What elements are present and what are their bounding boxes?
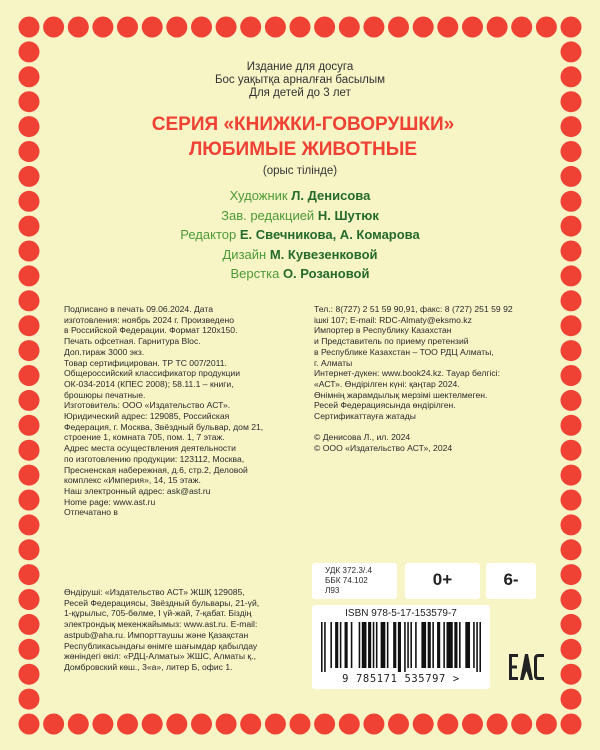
border-dot (19, 664, 40, 685)
classification-box (312, 563, 397, 599)
border-dot (19, 17, 40, 38)
eac-conformity-icon (508, 651, 546, 683)
border-dot (19, 465, 40, 486)
barcode-bar (432, 622, 434, 668)
border-dot (117, 714, 138, 735)
importer-info-line: «АСТ». Өндірілген күні: қаңтар 2024. (314, 378, 460, 389)
publication-info-line: Home page: www.ast.ru (64, 496, 156, 507)
barcode-bar (340, 622, 342, 668)
border-dot (290, 714, 311, 735)
border-dot (339, 17, 360, 38)
border-dot (216, 714, 237, 735)
publication-info-ru (64, 304, 263, 518)
border-dot (216, 17, 237, 38)
border-dot (19, 340, 40, 361)
barcode-bar (415, 622, 417, 668)
credit-editor (0, 225, 600, 245)
border-dot (19, 514, 40, 535)
publication-info-line: Подписано в печать 09.06.2024. Дата (64, 304, 214, 314)
border-dot (19, 390, 40, 411)
barcode-bar (381, 622, 386, 668)
barcode-bar (407, 622, 409, 668)
publication-info-line: Доп.тираж 3000 экз. (64, 346, 145, 357)
credit-role: Редактор (180, 227, 237, 242)
border-dot (19, 141, 40, 162)
border-dot (19, 41, 40, 62)
credit-illustrator (0, 186, 600, 206)
publication-info-line: строение 1, комната 705, пом. 1, 7 этаж. (64, 432, 225, 443)
border-dot (561, 415, 582, 436)
border-dot (561, 290, 582, 311)
importer-info-line: в Республике Казахстан – ТОО РДЦ Алматы, (314, 346, 494, 357)
border-dot (511, 714, 532, 735)
manufacturer-info-kz (64, 587, 259, 673)
spacer (314, 422, 513, 433)
border-dot (388, 17, 409, 38)
age-mark-6minus: 6- (503, 570, 519, 589)
border-dot (191, 714, 212, 735)
barcode-bar (465, 622, 470, 668)
border-dot (561, 539, 582, 560)
importer-info-line: Тел.: 8(727) 2 51 59 90,91, факс: 8 (727) 251 59 92 (314, 304, 513, 314)
border-dot (561, 664, 582, 685)
border-dot (142, 17, 163, 38)
border-dot (462, 17, 483, 38)
importer-info-line: Ресей Федерациясында өндірілген. (314, 400, 456, 411)
border-dot (92, 17, 113, 38)
barcode-bar (443, 622, 445, 668)
barcode-bar (373, 622, 375, 668)
credit-name: Н. Шутюк (317, 207, 379, 223)
barcode-bar (476, 622, 478, 672)
border-dot (43, 714, 64, 735)
barcode-bar (437, 622, 440, 668)
barcode-bar (459, 622, 461, 668)
border-dot (19, 539, 40, 560)
udk-code: УДК 372.3/.4 (325, 566, 373, 575)
border-dot (561, 614, 582, 635)
border-dot (166, 714, 187, 735)
border-dot (487, 714, 508, 735)
publication-info-line: ОК-034-2014 (КПЕС 2008); 58.11.1 – книги, (64, 378, 234, 389)
border-dot (561, 17, 582, 38)
border-dot (413, 714, 434, 735)
barcode-bar (404, 622, 406, 672)
publication-info-line: по изготовлению продукции: 123112, Москва, (64, 453, 245, 464)
publication-info-line: Печать офсетная. Гарнитура Bloc. (64, 336, 201, 347)
manufacturer-info-line: Республикасындағы өнімге шағымдар қабылдау (64, 640, 258, 651)
publication-info-line: Товар сертифицирован. ТР ТС 007/2011. (64, 357, 227, 368)
intro-line-kazakh: Бос уақытқа арналған басылым (214, 74, 386, 86)
border-dot (561, 714, 582, 735)
border-dot (240, 714, 261, 735)
barcode-bar (321, 622, 323, 672)
credit-role: Дизайн (222, 246, 267, 262)
barcode-bar (421, 622, 426, 668)
credit-role: Зав. редакцией (221, 207, 315, 223)
border-dot (437, 714, 458, 735)
publication-info-line: Наш электронный адрес: ask@ast.ru (64, 485, 211, 496)
border-dot (19, 589, 40, 610)
credit-role: Верстка (230, 266, 280, 281)
border-dot (314, 714, 335, 735)
intro-block (0, 61, 600, 100)
credits-block (0, 186, 600, 284)
credit-design (0, 245, 600, 265)
border-dot (19, 440, 40, 461)
copyright-line: © Денисова Л., ил. 2024 (314, 432, 411, 443)
bbk-code: ББК 74.102 (325, 576, 368, 585)
barcode-bar (473, 622, 475, 668)
border-dot (536, 714, 557, 735)
border-dot (265, 714, 286, 735)
importer-info-line: г. Алматы (314, 357, 353, 368)
border-dot (413, 17, 434, 38)
publication-info-line: Изготовитель: ООО «Издательство АСТ». (64, 400, 231, 411)
barcode-icon (314, 622, 488, 672)
border-dot (363, 714, 384, 735)
barcode-bar (345, 622, 348, 668)
credit-name: М. Кувезенковой (269, 246, 378, 262)
barcode-bar (359, 622, 361, 668)
barcode-bar (428, 622, 431, 668)
border-dot (19, 689, 40, 710)
importer-info-line: ішкі 107; E-mail: RDC-Almaty@eksmo.kz (314, 314, 472, 325)
border-dot (19, 315, 40, 336)
importer-info-line: Сертификаттауға жатады (314, 411, 416, 422)
barcode-bar (376, 622, 378, 668)
publication-info-line: изготовления: ноябрь 2024 г. Произведено (64, 314, 234, 325)
publication-info-line: Пресненская набережная, д.6, стр.2, Деловой (64, 464, 248, 475)
importer-info-line: Интернет-дүкен: www.book24.kz. Тауар белгісі: (314, 368, 500, 379)
border-dot (19, 639, 40, 660)
importer-info-line: и Представитель по приему претензий (314, 336, 469, 347)
publication-info-line: брошюры печатные. (64, 389, 146, 400)
border-dot (19, 490, 40, 511)
border-dot (561, 340, 582, 361)
border-dot (561, 589, 582, 610)
border-dot (561, 514, 582, 535)
publication-info-line: Общероссийский классификатор продукции (64, 368, 241, 379)
barcode-bar (410, 622, 412, 668)
language-note: (орыс тілінде) (262, 165, 338, 177)
manufacturer-info-line: жөніндегі өкіл: «РДЦ-Алматы» ЖШС, Алматы қ., (64, 651, 256, 662)
series-title: СЕРИЯ «КНИЖКИ-ГОВОРУШКИ» (151, 114, 455, 135)
border-dot (487, 17, 508, 38)
barcode-bar (324, 622, 326, 672)
age-mark-0plus: 0+ (432, 570, 453, 589)
border-dot (561, 141, 582, 162)
border-dot (561, 465, 582, 486)
border-dot (19, 290, 40, 311)
credit-role: Художник (229, 188, 288, 203)
border-dot (561, 41, 582, 62)
credit-head-editor (0, 206, 600, 226)
barcode-bar (351, 622, 353, 668)
barcode-bar (335, 622, 338, 668)
border-dot (117, 17, 138, 38)
border-dot (561, 564, 582, 585)
manufacturer-info-line: 1-құрылыс, 705-бөлме, I үй-жай, 7-қабат. Біздің (64, 608, 252, 619)
border-dot (561, 689, 582, 710)
border-dot (561, 116, 582, 137)
border-dot (142, 714, 163, 735)
publication-info-line: Отпечатано в (64, 507, 118, 518)
border-dot (511, 17, 532, 38)
border-dot (290, 17, 311, 38)
border-dot (191, 17, 212, 38)
border-dot (388, 714, 409, 735)
manufacturer-info-line: электрондық мекенжайымыз: www.ast.ru. E-mail: (64, 619, 258, 630)
border-dot (43, 17, 64, 38)
border-dot (19, 614, 40, 635)
credit-name: О. Розановой (282, 266, 370, 281)
publication-info-line: комплекс «Империя», 14, 15 этаж. (64, 475, 201, 486)
border-dot (92, 714, 113, 735)
border-dot (339, 714, 360, 735)
border-dot (561, 440, 582, 461)
importer-info-line: Импортер в Республику Казахстан (314, 325, 452, 336)
publication-info-line: в Российской Федерации. Формат 120х150. (64, 325, 238, 336)
border-dot (19, 415, 40, 436)
border-dot (68, 714, 89, 735)
intro-line-leisure: Издание для досуга (246, 61, 354, 73)
manufacturer-info-line: astpub@aha.ru. Импорттаушы және Қазақстан (64, 629, 249, 640)
manufacturer-info-line: Өндіруші: «Издательство АСТ» ЖШҚ 129085, (64, 587, 245, 597)
age-mark-box (405, 563, 480, 599)
credit-name: Л. Денисова (291, 188, 371, 203)
book-title: ЛЮБИМЫЕ ЖИВОТНЫЕ (188, 139, 418, 160)
credit-name: Е. Свечникова, А. Комарова (239, 227, 420, 242)
author-mark: Л93 (325, 586, 340, 595)
border-dot (437, 17, 458, 38)
border-dot (265, 17, 286, 38)
border-dot (561, 490, 582, 511)
importer-info (314, 304, 513, 454)
barcode-bar (479, 622, 481, 672)
border-dot (561, 390, 582, 411)
border-dot (19, 714, 40, 735)
border-dot (462, 714, 483, 735)
border-dot (561, 365, 582, 386)
border-dot (19, 564, 40, 585)
border-dot (19, 365, 40, 386)
border-dot (561, 315, 582, 336)
barcode-bar (454, 622, 457, 668)
barcode-bar (387, 622, 389, 668)
manufacturer-info-line: Домбровский көш., 3«а», литер Б, офис 1. (64, 661, 233, 672)
copyright-line: © ООО «Издательство АСТ», 2024 (314, 443, 453, 454)
border-dot (536, 17, 557, 38)
isbn-number: ISBN 978-5-17-153579-7 (345, 608, 457, 619)
publication-info-line: Федерация, г. Москва, Звёздный бульвар, дом 21, (64, 421, 264, 432)
importer-info-line: Өнімнің жарамдылық мерзімі шектелмеген. (314, 389, 488, 400)
publication-info-line: Адрес места осуществления деятельности (64, 443, 236, 454)
border-dot (561, 639, 582, 660)
isbn-barcode-box (312, 605, 490, 689)
border-dot (363, 17, 384, 38)
manufacturer-info-line: Ресей Федерациясы, Звёздный бульвары, 21-үй, (64, 597, 260, 608)
barcode-bar (398, 622, 401, 672)
border-dot (240, 17, 261, 38)
credit-layout (0, 264, 600, 284)
age-mark-box (486, 563, 536, 599)
border-dot (166, 17, 187, 38)
barcode-bar (330, 622, 332, 668)
border-dot (19, 116, 40, 137)
intro-line-age: Для детей до 3 лет (249, 87, 351, 99)
barcode-bar (362, 622, 367, 668)
publication-info-line: Юридический адрес: 129085, Российская (64, 411, 230, 422)
barcode-bar (446, 622, 452, 668)
barcode-bar (368, 622, 371, 668)
border-dot (68, 17, 89, 38)
border-dot (314, 17, 335, 38)
barcode-digits: 9 785171 535797 > (342, 673, 460, 685)
barcode-bar (393, 622, 396, 668)
